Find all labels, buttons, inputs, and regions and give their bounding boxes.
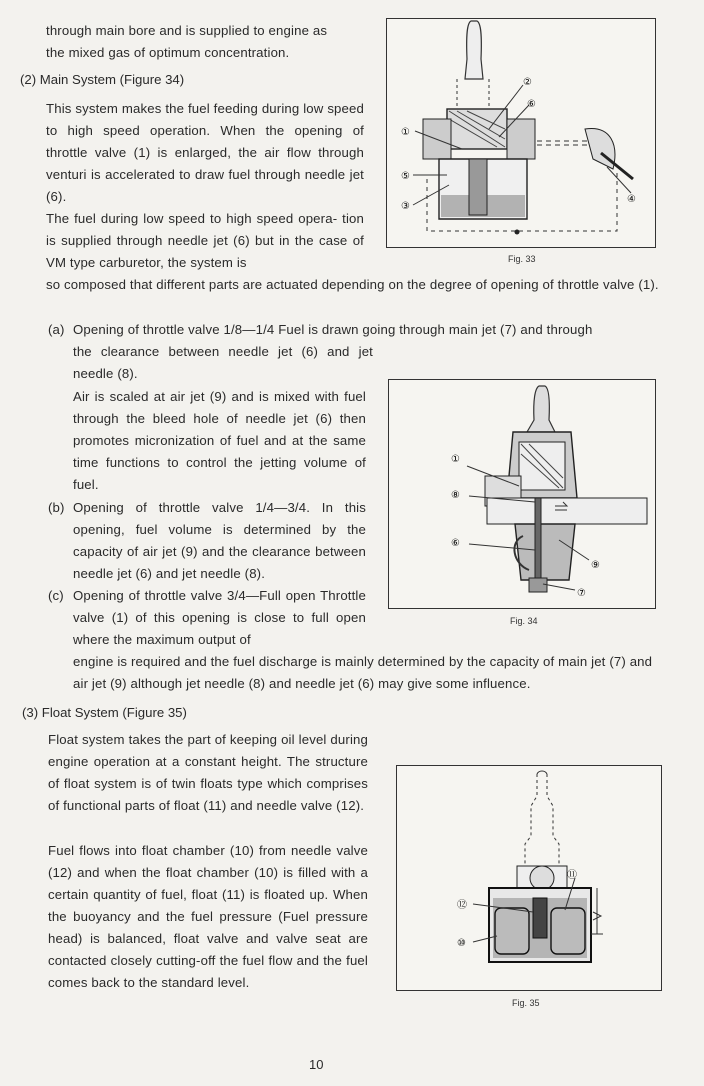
item-b-label: (b): [48, 500, 65, 515]
carburetor-diagram-fig34: [389, 380, 655, 608]
float-system-para-1: Float system takes the part of keeping oil level during engine operation at a constant height. The structure of float system is of twin floats type which comprises of functional parts of float (11) and needle valve (12).: [48, 732, 368, 813]
fig33-label-4: ④: [627, 194, 636, 205]
fig35-label-12: ⑫: [457, 900, 467, 911]
item-a-air: Air is scaled at air jet (9) and is mixed with fuel through the bleed hole of needle jet (6) then promotes micronization of fuel and at the same time functions to control the jetting volume of fuel.: [73, 389, 366, 492]
fig35-label-10: ⑩: [457, 938, 466, 949]
item-c-narrow: Opening of throttle valve 3/4—Full open Throttle valve (1) of this opening is close to full open where the maximum output of: [73, 588, 366, 647]
intro-line-1: through main bore and is supplied to engine as: [46, 23, 328, 38]
figure-33: [386, 18, 656, 248]
fig33-caption: Fig. 33: [508, 254, 536, 264]
item-c-label: (c): [48, 588, 64, 603]
fig34-label-7: ⑦: [577, 588, 586, 599]
fig33-label-1: ①: [401, 127, 410, 138]
intro-line-2: the mixed gas of optimum concentration.: [46, 45, 290, 60]
item-a-line-1: Opening of throttle valve 1/8—1/4 Fuel is drawn going through main jet (7) and through: [73, 322, 593, 337]
item-c-wide: engine is required and the fuel discharge is mainly determined by the capacity of main jet (7) and air jet (9) although jet needle (8) and needle jet (6) may give some influence.: [73, 654, 653, 691]
main-system-para-2-wide: so composed that different parts are actuated depending on the degree of opening of throttle valve (1).: [46, 277, 659, 292]
item-a-rest: the clearance between needle jet (6) and jet needle (8).: [73, 344, 373, 381]
fig33-label-5: ⑤: [401, 171, 410, 182]
float-system-heading: (3) Float System (Figure 35): [22, 705, 187, 720]
fig33-label-6: ⑥: [527, 99, 536, 110]
main-system-para-2-narrow: The fuel during low speed to high speed opera- tion is supplied through needle jet (6) but in the case of VM type carburetor, the system is: [46, 211, 364, 270]
carburetor-diagram-fig33: [387, 19, 655, 247]
fig33-label-2: ②: [523, 77, 532, 88]
float-system-para-2: Fuel flows into float chamber (10) from needle valve (12) and when the float chamber (10) is filled with a certain quantity of fuel, float (11) is floated up. When the buoyancy and the fuel pressure (Fuel pressure head) is balanced, float valve and valve seat are contacted closely cutting-off the fuel flow and the fuel comes back to the standard level.: [48, 843, 368, 990]
main-system-heading: (2) Main System (Figure 34): [20, 72, 185, 87]
fig34-label-6: ⑥: [451, 538, 460, 549]
float-system-diagram-fig35: [397, 766, 661, 990]
fig33-label-3: ③: [401, 201, 410, 212]
fig34-label-9: ⑨: [591, 560, 600, 571]
figure-34: [388, 379, 656, 609]
fig35-label-11: ⑪: [567, 870, 577, 881]
fig35-caption: Fig. 35: [512, 998, 540, 1008]
main-system-para-1: This system makes the fuel feeding during low speed to high speed operation. When the opening of throttle valve (1) is enlarged, the air flow through venturi is accelerated to draw fuel through needle jet (6).: [46, 101, 364, 204]
item-b-text: Opening of throttle valve 1/4—3/4. In this opening, fuel volume is determined by the capacity of air jet (9) and the clearance between needle jet (6) and jet needle (8).: [73, 500, 366, 581]
item-a-label: (a): [48, 322, 65, 337]
fig34-caption: Fig. 34: [510, 616, 538, 626]
figure-35: [396, 765, 662, 991]
fig34-label-1: ①: [451, 454, 460, 465]
page-number: 10: [309, 1057, 324, 1072]
fig34-label-8: ⑧: [451, 490, 460, 501]
